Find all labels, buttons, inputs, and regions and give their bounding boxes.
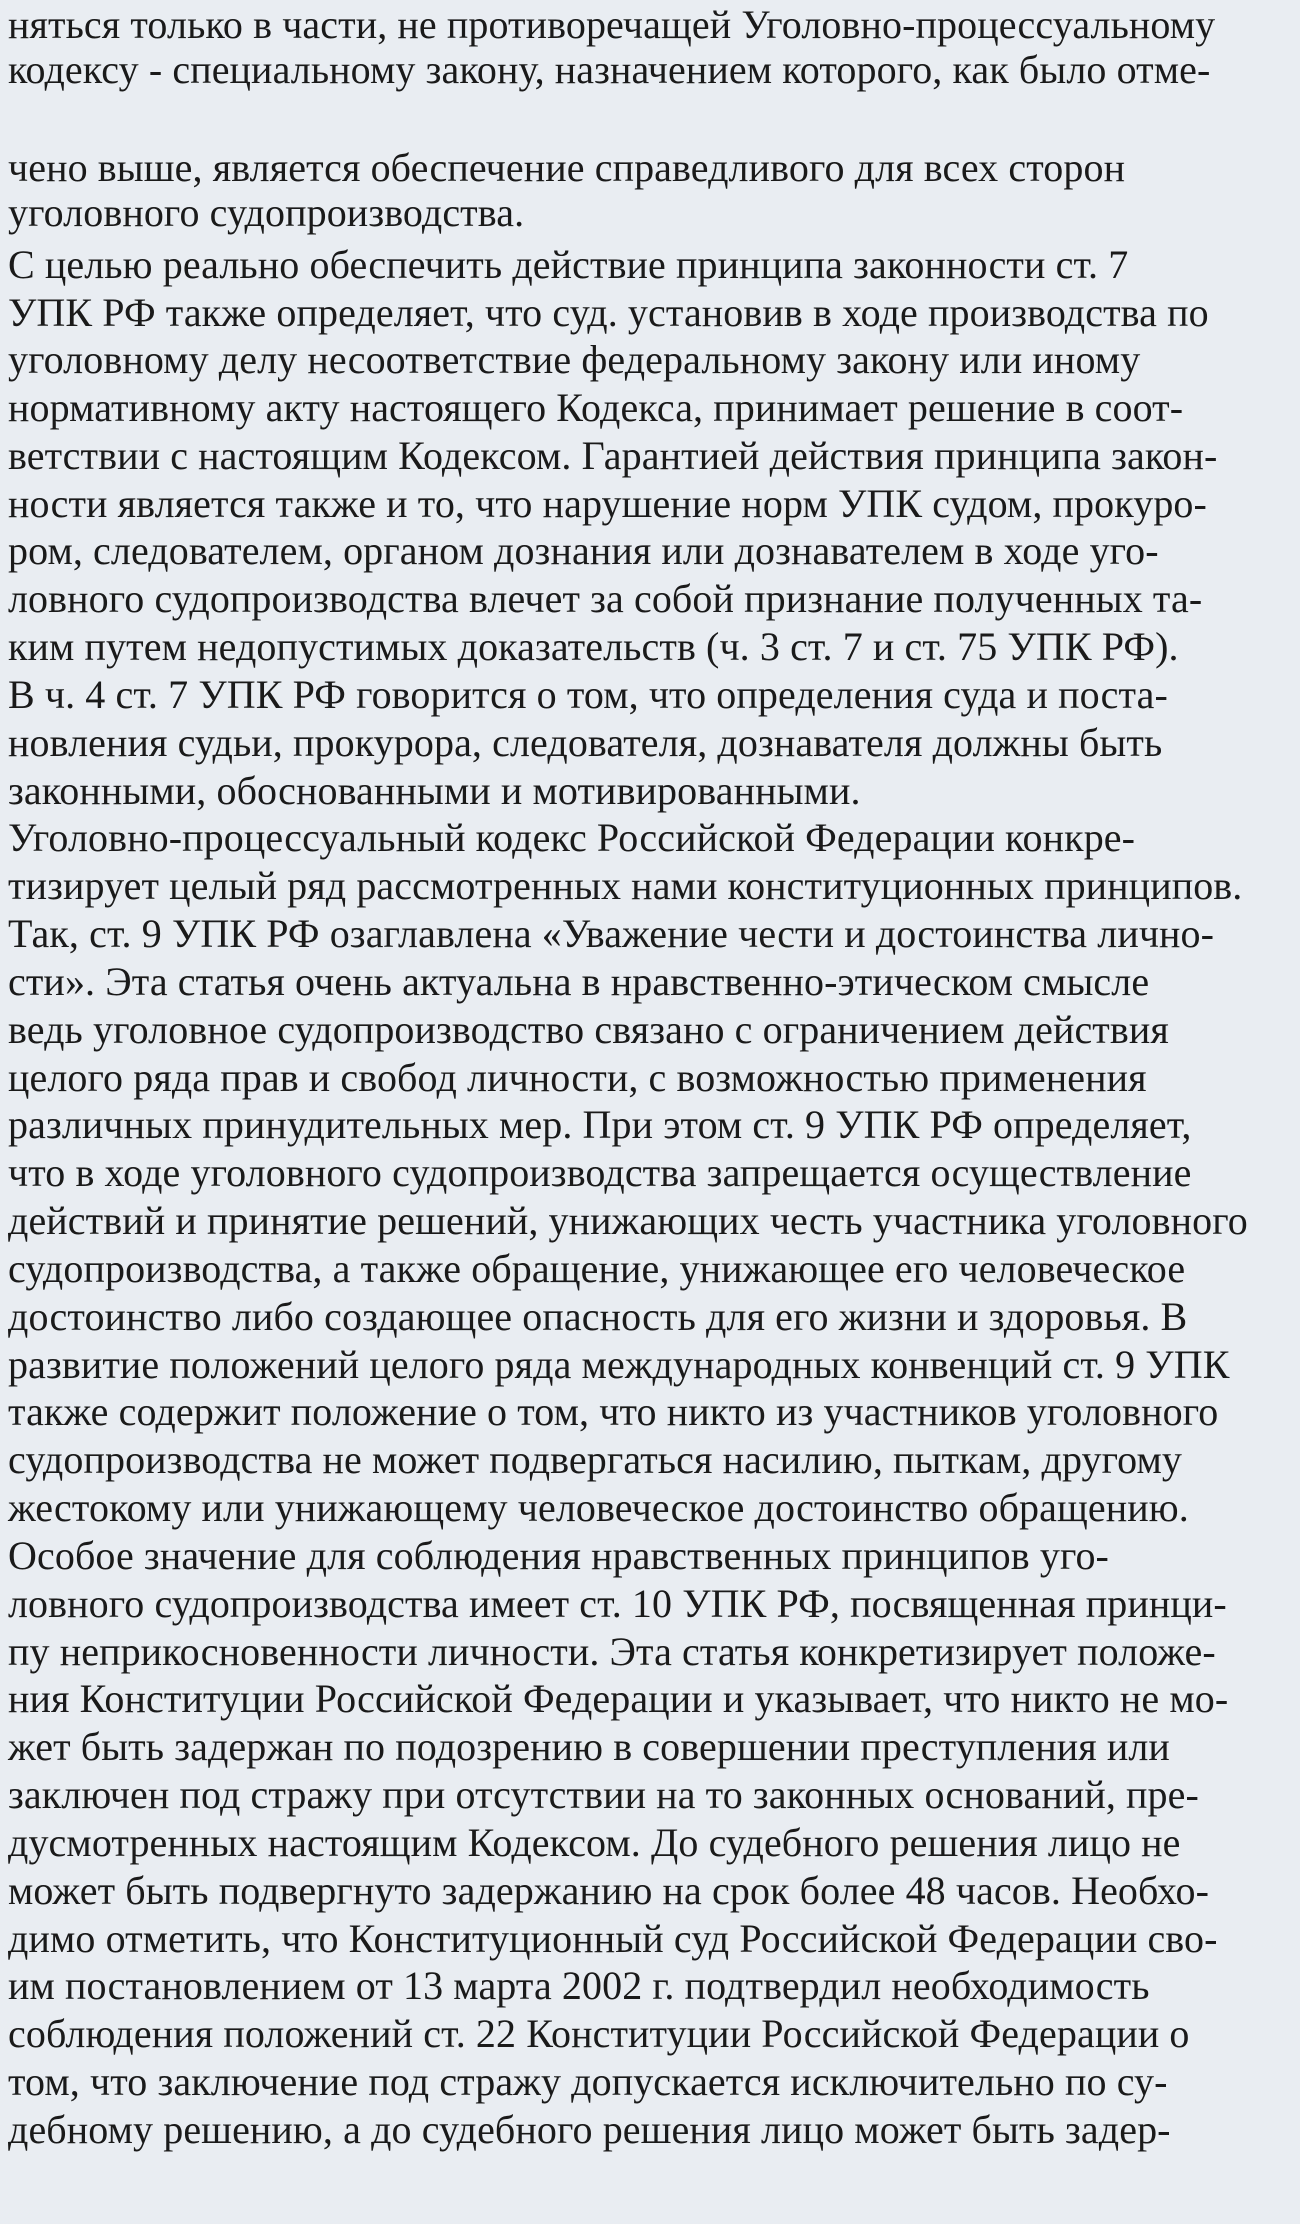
- text-line: новления судьи, прокурора, следователя, дознавателя должны быть: [8, 720, 1163, 765]
- text-line: пу неприкосновенности личности. Эта статья конкретизирует положе-: [8, 1629, 1216, 1674]
- text-line: В ч. 4 ст. 7 УПК РФ говорится о том, что определения суда и поста-: [8, 672, 1168, 717]
- text-line: нормативному акту настоящего Кодекса, принимает решение в соот-: [8, 385, 1184, 430]
- text-line: ветствии с настоящим Кодексом. Гарантией действия принципа закон-: [8, 433, 1218, 478]
- text-line: им постановлением от 13 марта 2002 г. подтвердил необходимость: [8, 1963, 1150, 2008]
- text-line: чено выше, является обеспечение справедливого для всех сторон: [8, 145, 1126, 190]
- text-line: ловного судопроизводства имеет ст. 10 УПК РФ, посвященная принци-: [8, 1581, 1227, 1626]
- text-line: ности является также и то, что нарушение норм УПК судом, прокуро-: [8, 481, 1207, 526]
- text-line: дусмотренных настоящим Кодексом. До судебного решения лицо не: [8, 1820, 1181, 1865]
- text-line: соблюдения положений ст. 22 Конституции Российской Федерации о: [8, 2011, 1190, 2056]
- text-line: может быть подвергнуто задержанию на срок более 48 часов. Необхо-: [8, 1868, 1210, 1913]
- text-line: законными, обоснованными и мотивированными.: [8, 768, 861, 813]
- text-line: судопроизводства, а также обращение, унижающее его человеческое: [8, 1246, 1186, 1291]
- text-line: жет быть задержан по подозрению в совершении преступления или: [8, 1724, 1170, 1769]
- text-line: целого ряда прав и свобод личности, с возможностью применения: [8, 1055, 1147, 1100]
- text-line: ведь уголовное судопроизводство связано с ограничением действия: [8, 1007, 1169, 1052]
- text-line: Уголовно-процессуальный кодекс Российской Федерации конкре-: [8, 815, 1136, 860]
- text-line: УПК РФ также определяет, что суд. установив в ходе производства по: [8, 290, 1209, 335]
- text-line: дебному решению, а до судебного решения лицо может быть задер-: [8, 2107, 1171, 2152]
- text-line: няться только в части, не противоречащей Уголовно-процессуальному: [8, 2, 1216, 47]
- text-line: развитие положений целого ряда международных конвенций ст. 9 УПК: [8, 1342, 1230, 1387]
- text-line: ловного судопроизводства влечет за собой признание полученных та-: [8, 576, 1203, 621]
- text-line: С целью реально обеспечить действие принципа законности ст. 7: [8, 242, 1129, 287]
- text-line: жестокому или унижающему человеческое достоинство обращению.: [8, 1485, 1189, 1530]
- text-line: Особое значение для соблюдения нравственных принципов уго-: [8, 1533, 1109, 1578]
- text-line: различных принудительных мер. При этом ст. 9 УПК РФ определяет,: [8, 1102, 1192, 1147]
- text-line: том, что заключение под стражу допускается исключительно по су-: [8, 2059, 1168, 2104]
- text-line: уголовному делу несоответствие федеральному закону или иному: [8, 337, 1141, 382]
- text-line: действий и принятие решений, унижающих честь участника уголовного: [8, 1198, 1248, 1243]
- text-line: заключен под стражу при отсутствии на то законных оснований, пре-: [8, 1772, 1199, 1817]
- text-line: Так, ст. 9 УПК РФ озаглавлена «Уважение чести и достоинства лично-: [8, 911, 1215, 956]
- text-line: достоинство либо создающее опасность для его жизни и здоровья. В: [8, 1294, 1188, 1339]
- text-line: димо отметить, что Конституционный суд Российской Федерации сво-: [8, 1916, 1218, 1961]
- text-line: ром, следователем, органом дознания или дознавателем в ходе уго-: [8, 528, 1159, 573]
- text-line: сти». Эта статья очень актуальна в нравственно-этическом смысле: [8, 959, 1150, 1004]
- text-line: судопроизводства не может подвергаться насилию, пыткам, другому: [8, 1437, 1182, 1482]
- text-line: тизирует целый ряд рассмотренных нами конституционных принципов.: [8, 863, 1243, 908]
- text-line: уголовного судопроизводства.: [8, 190, 525, 235]
- text-line: ния Конституции Российской Федерации и указывает, что никто не мо-: [8, 1676, 1229, 1721]
- text-line: что в ходе уголовного судопроизводства запрещается осуществление: [8, 1150, 1192, 1195]
- text-line: ким путем недопустимых доказательств (ч. 3 ст. 7 и ст. 75 УПК РФ).: [8, 624, 1179, 669]
- text-line: кодексу - специальному закону, назначением которого, как было отме-: [8, 47, 1211, 92]
- text-line: также содержит положение о том, что никто из участников уголовного: [8, 1389, 1219, 1434]
